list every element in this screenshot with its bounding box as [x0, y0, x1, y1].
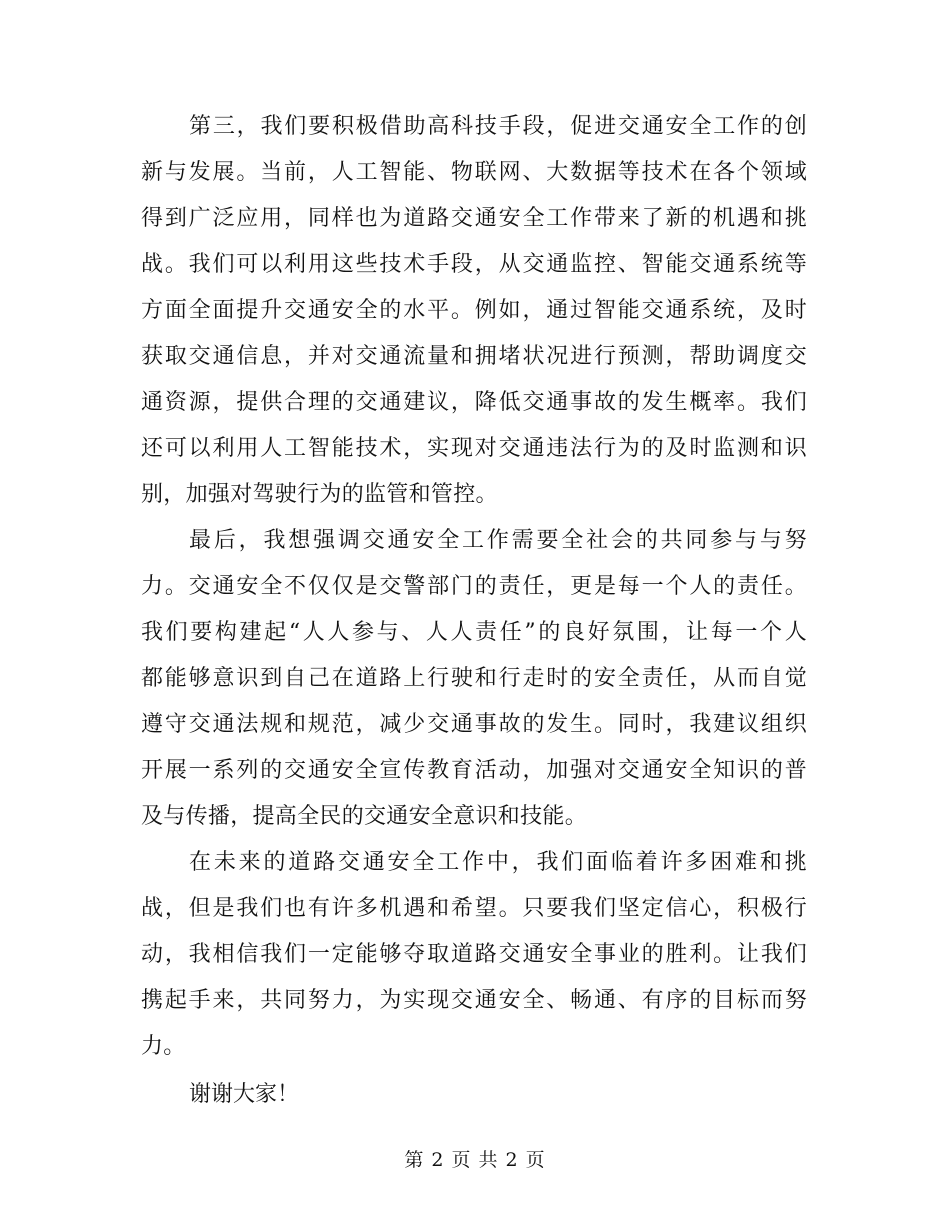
paragraph-line: 第三，我们要积极借助高科技手段，促进交通安全工作的创 — [189, 114, 807, 139]
page-footer — [0, 1145, 950, 1172]
paragraph-line: 方面全面提升交通安全的水平。例如，通过智能交通系统，及时 — [141, 298, 807, 323]
paragraph-line: 遵守交通法规和规范，减少交通事故的发生。同时，我建议组织 — [141, 712, 807, 737]
paragraph-line: 都能够意识到自己在道路上行驶和行走时的安全责任，从而自觉 — [141, 666, 807, 691]
paragraph-line: 战，但是我们也有许多机遇和希望。只要我们坚定信心，积极行 — [141, 896, 807, 921]
paragraph-1 — [141, 104, 807, 518]
paragraph-line: 别，加强对驾驶行为的监管和管控。 — [141, 482, 498, 507]
paragraph-line: 最后，我想强调交通安全工作需要全社会的共同参与与努 — [189, 528, 807, 553]
paragraph-line: 得到广泛应用，同样也为道路交通安全工作带来了新的机遇和挑 — [141, 206, 807, 231]
paragraph-line: 还可以利用人工智能技术，实现对交通违法行为的及时监测和识 — [141, 436, 807, 461]
paragraph-3 — [141, 840, 807, 1070]
closing-remark: 谢谢大家！ — [189, 1082, 300, 1107]
page-number: 第 2 页 共 2 页 — [404, 1149, 546, 1171]
paragraph-line: 我们要构建起“人人参与、人人责任”的良好氛围，让每一个人 — [141, 620, 807, 645]
paragraph-line: 战。我们可以利用这些技术手段，从交通监控、智能交通系统等 — [141, 252, 807, 277]
paragraph-line: 新与发展。当前，人工智能、物联网、大数据等技术在各个领域 — [141, 160, 807, 185]
paragraph-line: 开展一系列的交通安全宣传教育活动，加强对交通安全知识的普 — [141, 758, 807, 783]
paragraph-line: 携起手来，共同努力，为实现交通安全、畅通、有序的目标而努 — [141, 988, 807, 1013]
paragraph-line: 及与传播，提高全民的交通安全意识和技能。 — [141, 804, 588, 829]
paragraph-line: 获取交通信息，并对交通流量和拥堵状况进行预测，帮助调度交 — [141, 344, 807, 369]
paragraph-line: 力。交通安全不仅仅是交警部门的责任，更是每一个人的责任。 — [141, 574, 807, 599]
paragraph-2 — [141, 518, 807, 840]
document-body — [141, 104, 807, 1118]
paragraph-line: 通资源，提供合理的交通建议，降低交通事故的发生概率。我们 — [141, 390, 807, 415]
paragraph-line: 力。 — [141, 1034, 186, 1059]
paragraph-line: 在未来的道路交通安全工作中，我们面临着许多困难和挑 — [189, 850, 807, 875]
paragraph-line: 动，我相信我们一定能够夺取道路交通安全事业的胜利。让我们 — [141, 942, 807, 967]
